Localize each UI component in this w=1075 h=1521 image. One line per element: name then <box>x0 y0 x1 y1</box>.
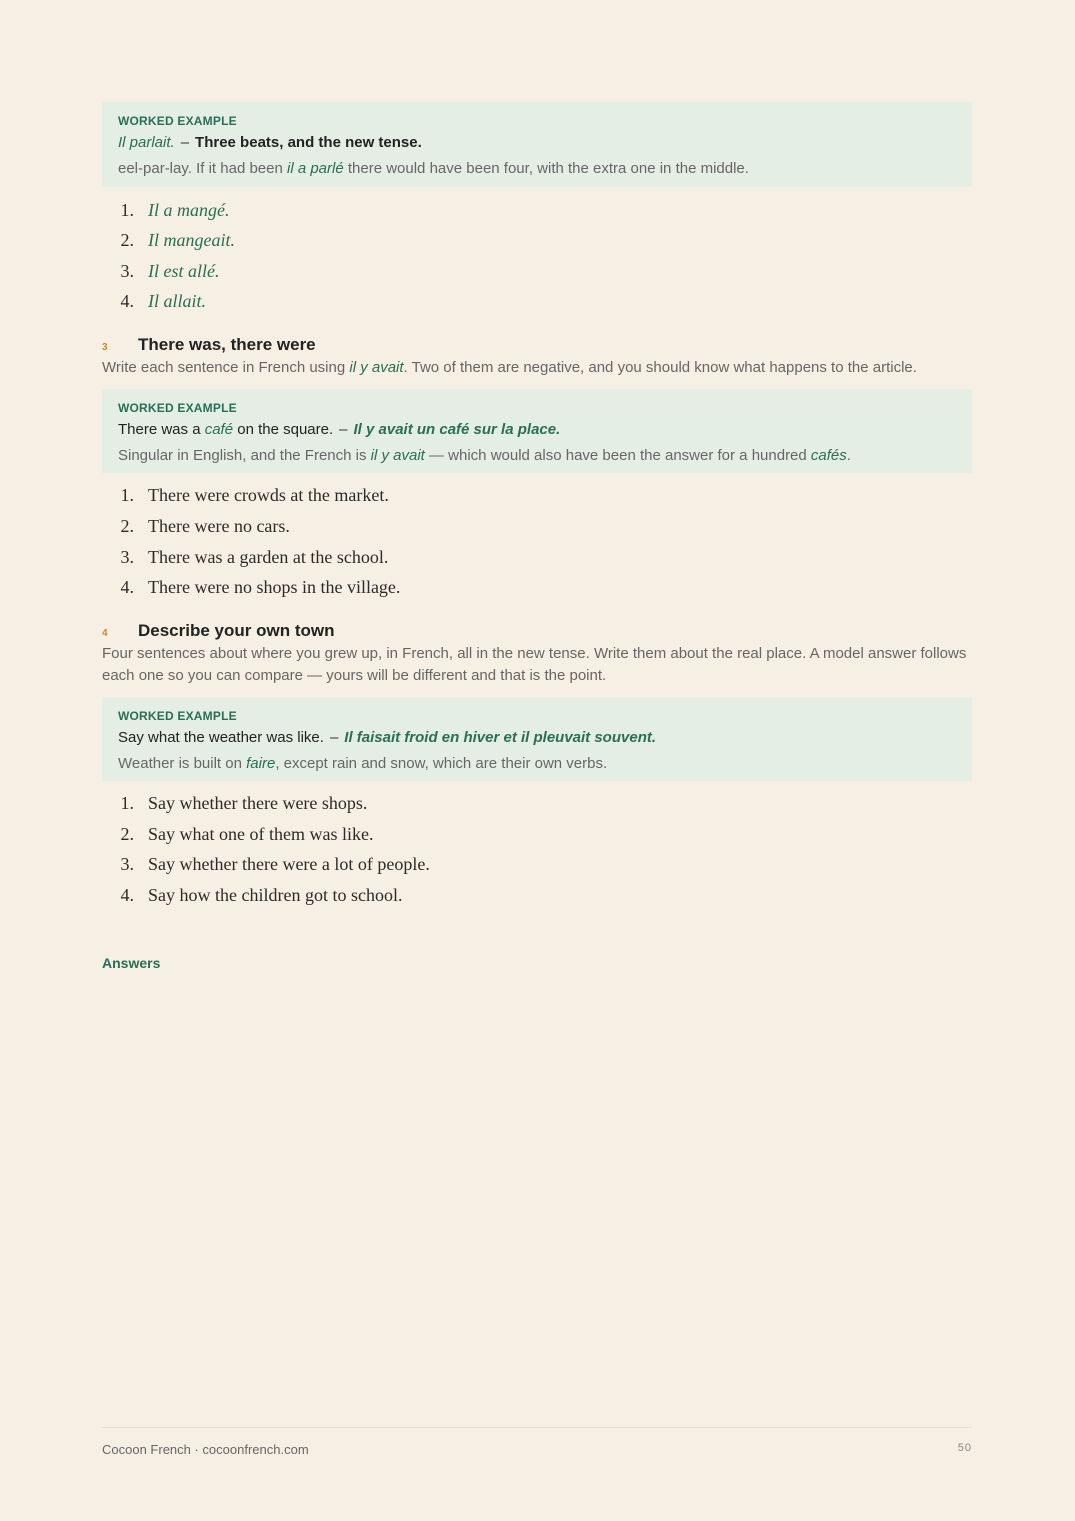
list-item: 2. Say what one of them was like. <box>120 823 374 844</box>
section-description: Four sentences about where you grew up, in French, all in the new tense. Write them about the real place. A model answer follows each one so you can compare — yours will be different and that is the point. <box>102 644 967 684</box>
list-item: 1. Il a mangé. <box>120 199 230 220</box>
note-text: there would have been four, with the extra one in the middle. <box>343 160 749 177</box>
exercise-list-1 <box>102 195 972 317</box>
footer-site[interactable]: Cocoon French · cocoonfrench.com <box>102 1442 309 1457</box>
worked-example-label: WORKED EXAMPLE <box>118 708 237 723</box>
list-item: 1. There were crowds at the market. <box>120 485 389 506</box>
worked-example-line <box>118 134 956 151</box>
note-french: il a parlé <box>286 160 344 177</box>
example-prompt: Il parlait. <box>118 134 175 151</box>
example-dash: – <box>180 134 190 151</box>
list-item: 4. There were no shops in the village. <box>120 577 401 598</box>
section-number: 4 <box>102 627 108 639</box>
list-item: 3. There was a garden at the school. <box>120 546 389 567</box>
list-item: 4. Il allait. <box>120 291 206 312</box>
list-item: 2. There were no cars. <box>120 515 290 536</box>
example-note <box>118 159 956 179</box>
page-number: 50 <box>957 1442 972 1454</box>
section-number: 3 <box>102 341 108 353</box>
exercise-list-3 <box>102 788 972 910</box>
example-answer: Il y avait un café sur la place. <box>353 420 561 438</box>
list-item: 3. Il est allé. <box>120 260 220 281</box>
list-item: 2. Il mangeait. <box>120 230 235 251</box>
worked-example-3 <box>102 697 972 782</box>
worked-example-line: Say what the weather was like. – Il faisait froid en hiver et il pleuvait souvent. <box>118 728 657 746</box>
section-title: There was, there were <box>138 334 316 354</box>
worked-example-label: WORKED EXAMPLE <box>118 400 237 415</box>
section-heading-4 <box>102 621 972 641</box>
example-answer: Three beats, and the new tense. <box>195 134 422 151</box>
page-footer <box>102 1427 972 1457</box>
example-note: Singular in English, and the French is il y avait — which would also have been the answer for a hundred cafés. <box>118 446 851 464</box>
note-text: eel-par-lay. If it had been <box>118 160 287 177</box>
section-heading-3 <box>102 335 972 355</box>
answers-heading[interactable]: Answers <box>102 954 161 971</box>
worked-example-1 <box>102 102 972 187</box>
worked-example-line: There was a café on the square. – Il y avait un café sur la place. <box>118 420 561 438</box>
list-item: 4. Say how the children got to school. <box>120 885 403 906</box>
list-item: 3. Say whether there were a lot of people. <box>120 854 430 875</box>
section-description: Write each sentence in French using il y avait. Two of them are negative, and you should know what happens to the article. <box>102 358 917 376</box>
list-item: 1. Say whether there were shops. <box>120 793 368 814</box>
example-answer: Il faisait froid en hiver et il pleuvait souvent. <box>344 728 657 746</box>
example-note: Weather is built on faire, except rain and snow, which are their own verbs. <box>118 754 608 772</box>
worked-example-2 <box>102 389 972 474</box>
page-content <box>102 102 972 971</box>
exercise-list-2 <box>102 480 972 602</box>
worked-example-label: WORKED EXAMPLE <box>118 114 237 128</box>
section-title: Describe your own town <box>138 620 335 640</box>
